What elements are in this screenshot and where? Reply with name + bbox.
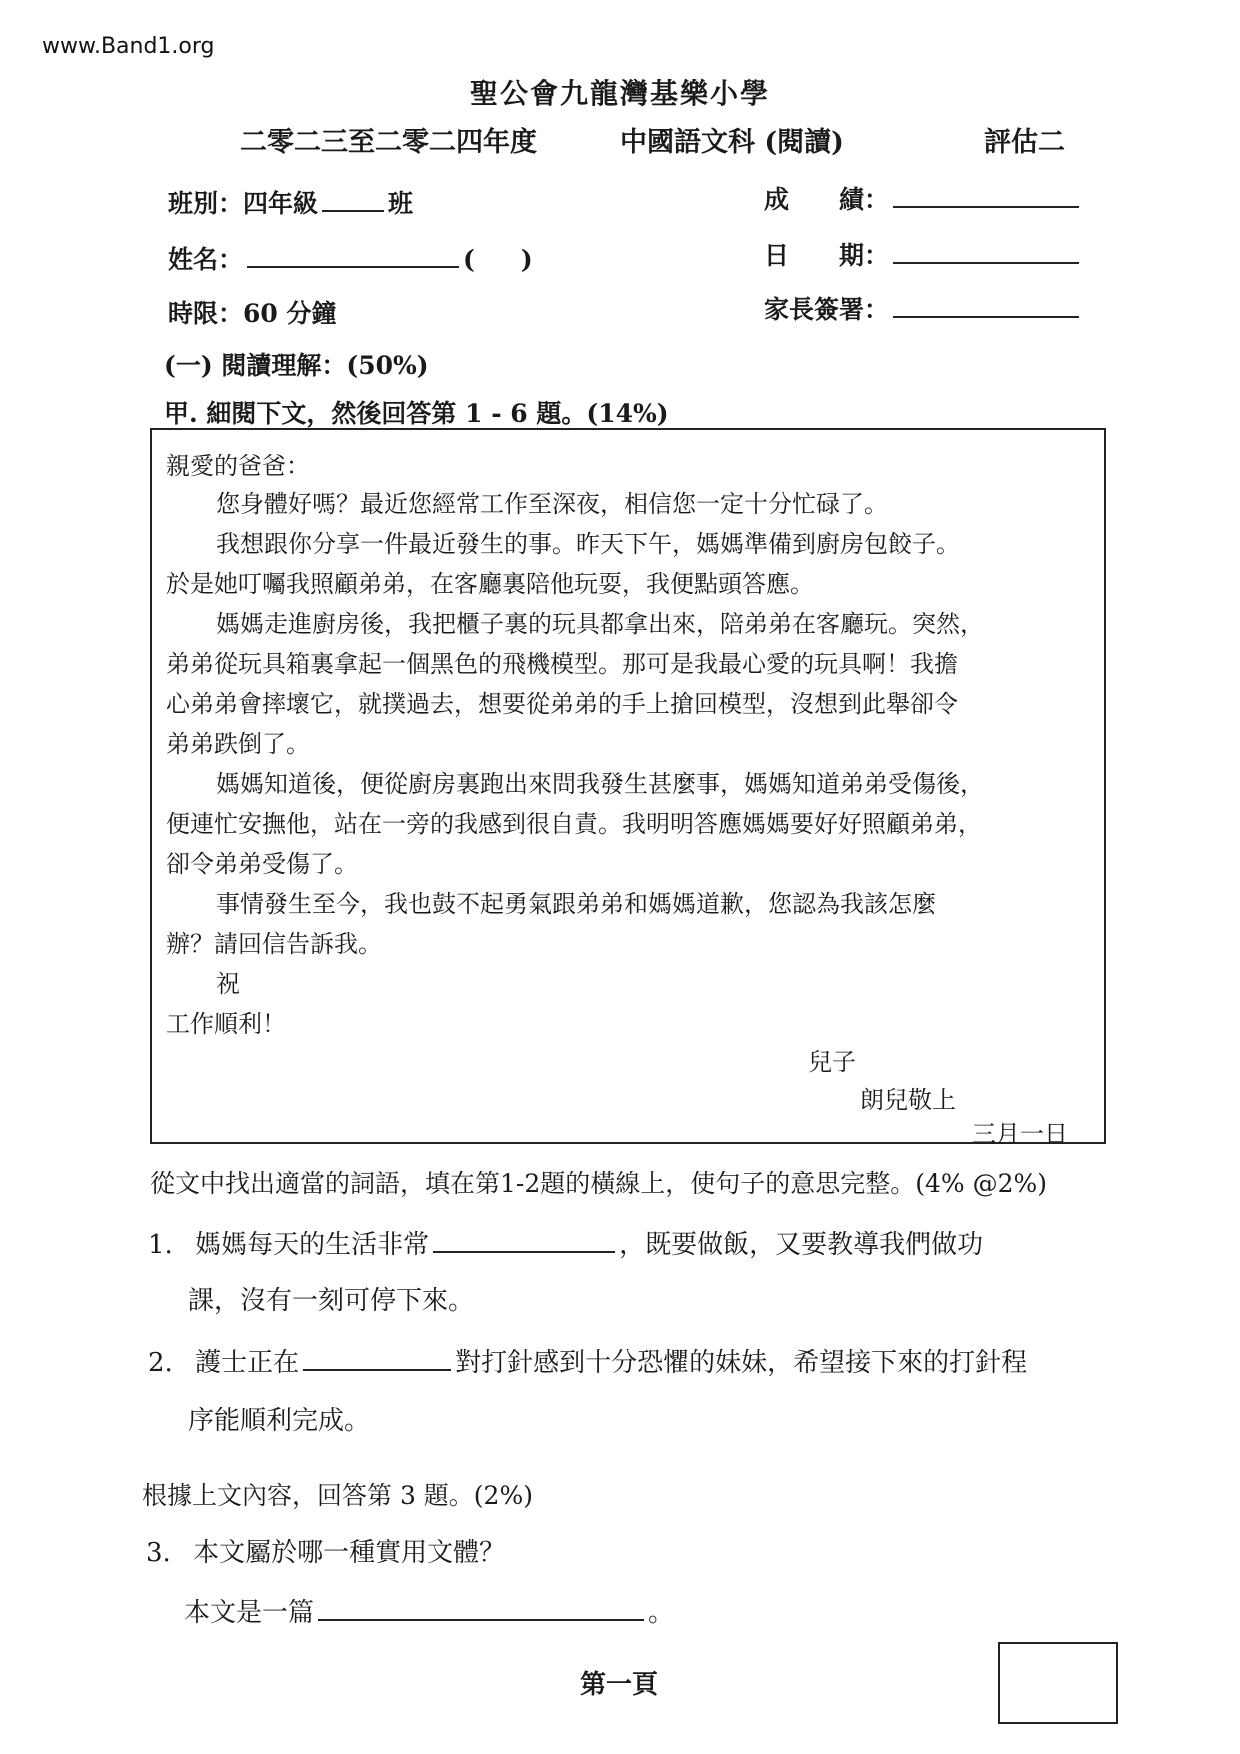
score-label: 成 績： bbox=[764, 185, 890, 214]
school-year: 二零二三至二零二四年度 bbox=[240, 127, 537, 158]
watermark: www.Band1.org bbox=[42, 34, 215, 59]
letter-line: 事情發生至今，我也鼓不起勇氣跟弟弟和媽媽道歉，您認為我該怎麼 bbox=[216, 890, 936, 918]
question-1-blank[interactable] bbox=[433, 1229, 615, 1253]
question-3-answer-prefix: 本文是一篇 bbox=[184, 1598, 315, 1628]
name-paren-close: ) bbox=[520, 245, 533, 274]
question-1-line2: 課，沒有一刻可停下來。 bbox=[188, 1286, 475, 1316]
class-field bbox=[168, 184, 413, 220]
parent-signature-label: 家長簽署： bbox=[764, 295, 890, 324]
letter-line: 便連忙安撫他，站在一旁的我感到很自責。我明明答應媽媽要好好照顧弟弟， bbox=[166, 810, 982, 838]
score-box[interactable] bbox=[998, 1642, 1118, 1724]
date-blank[interactable] bbox=[893, 240, 1079, 264]
question-1 bbox=[148, 1224, 983, 1261]
parent-signature-blank[interactable] bbox=[893, 294, 1079, 318]
class-suffix: 班 bbox=[388, 189, 414, 218]
letter-date: 三月一日 bbox=[972, 1120, 1068, 1148]
letter-sender-title: 兒子 bbox=[808, 1048, 856, 1076]
letter-line: 於是她叮囑我照顧弟弟，在客廳裏陪他玩耍，我便點頭答應。 bbox=[166, 570, 814, 598]
question-number: 3. bbox=[146, 1538, 171, 1568]
parent-signature-field bbox=[764, 290, 1083, 326]
time-limit: 時限：60 分鐘 bbox=[168, 299, 337, 328]
question-number: 1. bbox=[148, 1230, 173, 1260]
letter-sender-sign: 朗兒敬上 bbox=[860, 1086, 956, 1114]
question-1-text-before: 媽媽每天的生活非常 bbox=[195, 1230, 430, 1260]
letter-line: 您身體好嗎？最近您經常工作至深夜，相信您一定十分忙碌了。 bbox=[216, 490, 888, 518]
question-number: 2. bbox=[148, 1348, 173, 1378]
letter-line: 我想跟你分享一件最近發生的事。昨天下午，媽媽準備到廚房包餃子。 bbox=[216, 530, 960, 558]
question-2-text-after: 對打針感到十分恐懼的妹妹，希望接下來的打針程 bbox=[455, 1348, 1028, 1378]
question-2-text-before: 護士正在 bbox=[195, 1348, 300, 1378]
class-blank[interactable] bbox=[322, 188, 384, 212]
question-3-blank[interactable] bbox=[318, 1597, 644, 1621]
question-2-line2: 序能順利完成。 bbox=[188, 1406, 371, 1436]
name-field bbox=[168, 240, 533, 276]
class-label: 班別：四年級 bbox=[168, 189, 319, 218]
assessment-title: 評估二 bbox=[984, 127, 1065, 158]
school-name: 聖公會九龍灣基樂小學 bbox=[469, 77, 770, 110]
letter-line: 弟弟跌倒了。 bbox=[166, 730, 310, 758]
question-3-answer bbox=[184, 1592, 674, 1629]
score-blank[interactable] bbox=[893, 184, 1079, 208]
part-a-instruction: 甲. 細閱下文，然後回答第 1 - 6 題。(14%) bbox=[164, 399, 669, 428]
letter-line: 弟弟從玩具箱裏拿起一個黑色的飛機模型。那可是我最心愛的玩具啊！我擔 bbox=[166, 650, 958, 678]
letter-line: 卻令弟弟受傷了。 bbox=[166, 850, 358, 878]
question-3-answer-suffix: 。 bbox=[648, 1598, 675, 1628]
instruction-q3: 根據上文內容，回答第 3 題。(2%) bbox=[142, 1481, 533, 1510]
letter-blessing: 祝 bbox=[216, 970, 240, 998]
question-3 bbox=[146, 1532, 505, 1569]
page-number: 第一頁 bbox=[580, 1670, 659, 1700]
letter-line: 心弟弟會摔壞它，就撲過去，想要從弟弟的手上搶回模型，沒想到此舉卻令 bbox=[166, 690, 958, 718]
question-2-blank[interactable] bbox=[303, 1347, 451, 1371]
date-field bbox=[764, 236, 1083, 272]
score-field bbox=[764, 180, 1083, 216]
letter-wish: 工作順利！ bbox=[166, 1010, 286, 1038]
name-blank[interactable] bbox=[247, 244, 459, 268]
letter-line: 媽媽知道後，便從廚房裏跑出來問我發生甚麼事，媽媽知道弟弟受傷後， bbox=[216, 770, 984, 798]
question-2 bbox=[148, 1342, 1027, 1379]
question-1-text-after: ，既要做飯，又要教導我們做功 bbox=[619, 1230, 984, 1260]
date-label: 日 期： bbox=[764, 241, 890, 270]
name-paren-open: ( bbox=[463, 245, 475, 274]
letter-line: 辦？請回信告訴我。 bbox=[166, 930, 382, 958]
letter-box bbox=[150, 428, 1106, 1148]
letter-line: 媽媽走進廚房後，我把櫃子裏的玩具都拿出來，陪弟弟在客廳玩。突然， bbox=[216, 610, 984, 638]
instruction-q1-2: 從文中找出適當的詞語，填在第1-2題的橫線上，使句子的意思完整。(4% @2%) bbox=[150, 1169, 1048, 1198]
letter-greeting: 親愛的爸爸： bbox=[166, 452, 310, 480]
section-heading: (一) 閱讀理解：(50%) bbox=[164, 351, 429, 380]
question-3-text: 本文屬於哪一種實用文體？ bbox=[193, 1538, 506, 1568]
name-label: 姓名： bbox=[168, 245, 244, 274]
subject-title: 中國語文科 (閱讀) bbox=[620, 127, 844, 158]
